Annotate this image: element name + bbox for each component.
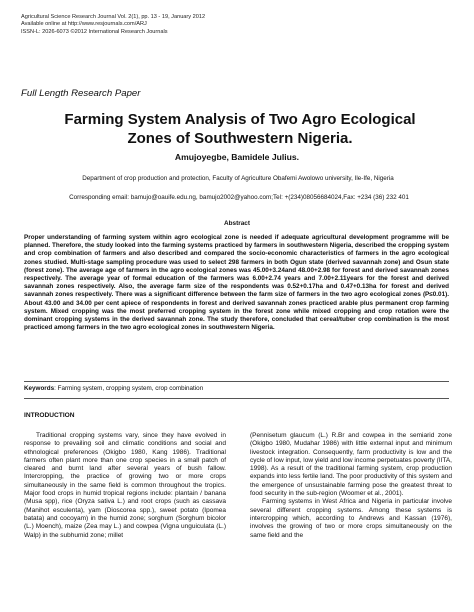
journal-issn: ISSN-L: 2026-6073 ©2012 International Research Journals <box>21 28 168 35</box>
keywords-line <box>24 385 449 392</box>
intro-paragraph-left: Traditional cropping systems vary, since they have evolved in response to prevailing soil and climatic conditions and social and ethnological preferences (Okigbo 1980, Kang 1986). Traditional farmers often plant more than one crop species in a small patch of cleared and burnt land after several years of bush fallow. Intercropping, the practice of growing two or more crops simultaneously in the same field is common throughout the tropics. Major food crops in humid tropical regions include: plantain / banana (Musa spp), rice (Oryza sativa L.) and root crops (such as cassava (Manihot esculenta), yam (Dioscorea spp.), sweet potato (Ipomea batata) and cocoyam) in the humid zone; sorghum (Sorghum bicolor (L.) Moench), maize (Zea may L.) and cowpea (Vigna unguiculata (L.) Walp) in the subhumid zone; millet <box>24 432 226 539</box>
intro-paragraph-right-2: Farming systems in West Africa and Nigeria in particular involve several different cropping systems. Among these systems is intercropping which, according to Andrews and Kassan (1976), involves the growing of two or more crops simultaneously on the same field and the <box>250 498 452 539</box>
author-affiliation: Department of crop production and protection, Faculty of Agriculture Obafemi Awolowo university, Ile-Ife, Nigeria <box>82 175 394 182</box>
corresponding-contact: Corresponding email: bamujo@oauife.edu.ng, bamujo2002@yahoo.com;Tel: +(234)08056684024,Fax: +234 (36) 232 401 <box>69 194 409 201</box>
keywords-text: : Farming system, cropping system, crop combination <box>54 385 204 392</box>
journal-citation: Agricultural Science Research Journal Vol. 2(1), pp. 13 - 19, January 2012 <box>21 14 206 20</box>
intro-paragraph-right-1: (Pennisetum glaucum (L.) R.Br and cowpea in the semiarid zone (Okigbo 1980, Mudahar 1986) with little external input and minimum livestock integration. Consequently, farm productivity is low and the cycle of low input, low yield and low income perpetuates poverty (IITA, 1998). As a result of the traditional farming system, crop production expands into less fertile land. The poor productivity of this system and the emergence of unsustainable farming pose the greatest threat to food security in the sub-region (Woomer et al., 2001). <box>250 432 452 498</box>
keywords-label: Keywords <box>24 385 55 392</box>
paper-title: Farming System Analysis of Two Agro Ecological Zones of Southwestern Nigeria. <box>64 111 416 147</box>
right-column <box>250 432 452 540</box>
journal-header <box>21 14 205 36</box>
left-column <box>24 432 226 540</box>
journal-url[interactable]: Available online at http://www.resjournals.com/ARJ <box>21 21 147 28</box>
abstract-text: Proper understanding of farming system within agro ecological zone is needed if adequate agricultural development programme will be planned. Therefore, the study looked into the farming systems practiced by farmers in southwestern Nigeria, described the cropping system and crop combination of farmers and also described and compared the socio-economic characteristics of farmers in the agro ecological zones studied. Multi-stage sampling procedure was used to select 298 farmers in both Ogun state (derived savannah zone) and Osun state (forest zone). The average age of farmers in the agro ecological zones was 45.00+3.24and 48.00+2.98 for forest and derived savannah zones respectively. The average year of formal education of the farmers was 6.00+2.74 years and 7.00+2.11years for the forest and derived savannah zones respectively. Also, the average farm size of the respondents was 0.52+0.17ha and 0.47+0.13ha for forest and derived savannah zones respectively. There was a significant difference between the farm size of farmers in the two agro ecological zones (P≤0.01). About 43.00 and 34.00 per cent apiece of respondents in forest and derived savannah zones practiced arable plus permanent crop farming system. Mixed cropping was the most preferred cropping system in the forest zone while mixed cropping and crop rotation were the dominant cropping systems in the derived savannah zone. The study therefore, concluded that cereal/tuber crop combination is the most practiced among farmers in the two agro ecological zones in southwestern Nigeria. <box>24 234 449 332</box>
abstract-divider-top <box>24 381 449 382</box>
keywords-divider-bottom <box>24 398 449 399</box>
introduction-heading: INTRODUCTION <box>24 412 75 419</box>
paper-authors: Amujoyegbe, Bamidele Julius. <box>174 152 300 162</box>
abstract-heading: Abstract <box>224 220 250 227</box>
paper-type: Full Length Research Paper <box>21 88 141 99</box>
